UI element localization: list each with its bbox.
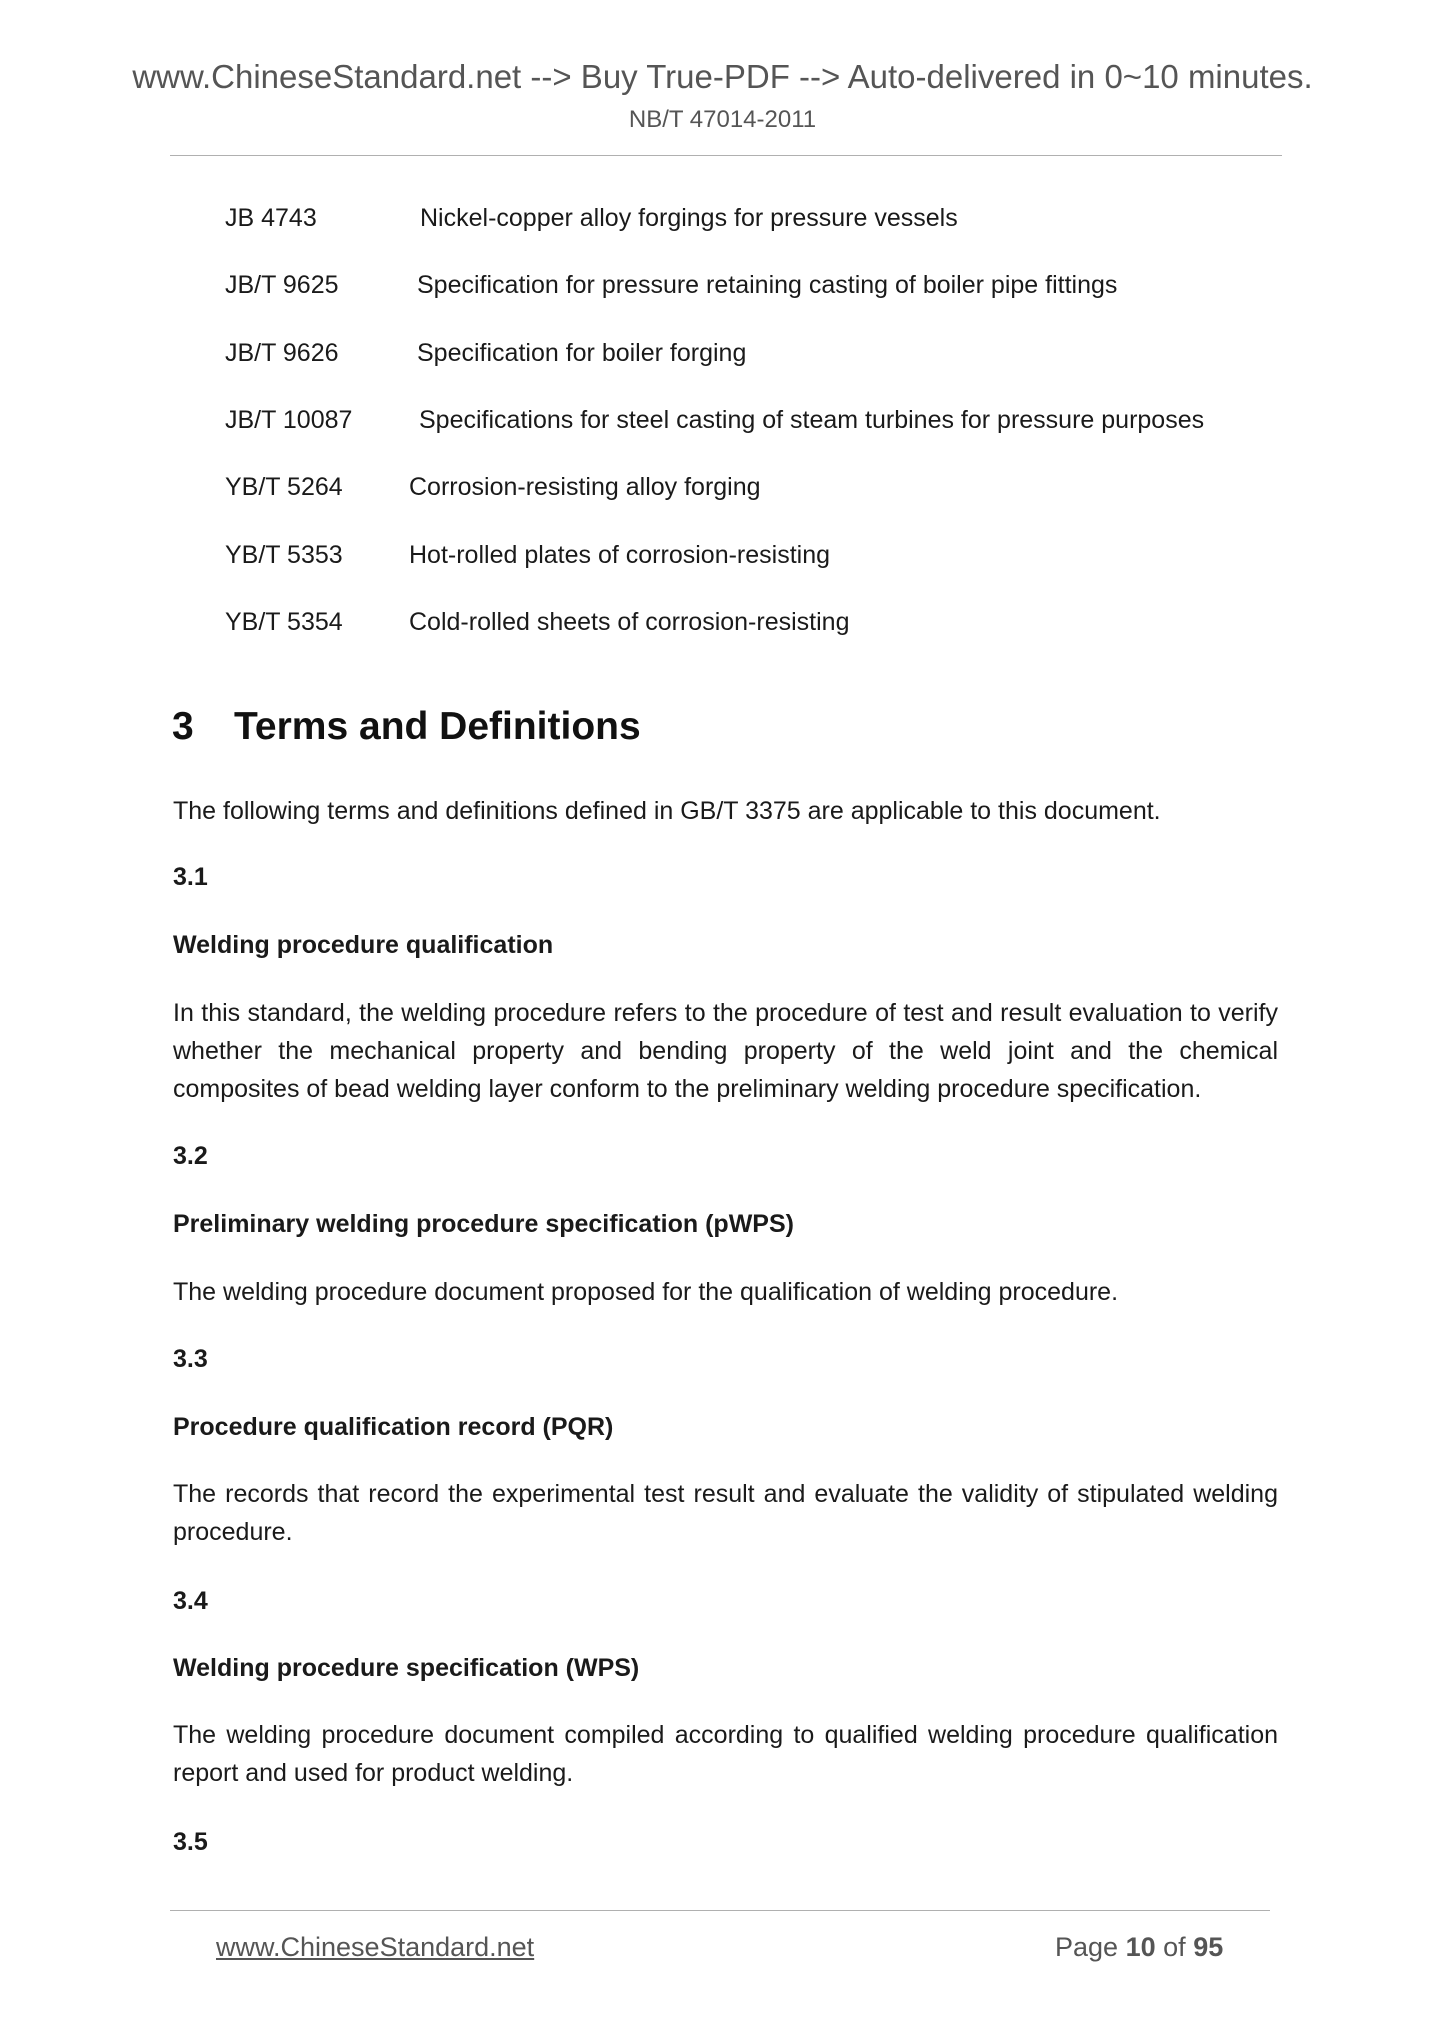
document-number: NB/T 47014-2011 (628, 106, 817, 133)
page-indicator (1055, 1932, 1223, 1963)
reference-title: Cold-rolled sheets of corrosion-resisting (409, 608, 850, 636)
reference-title: Corrosion-resisting alloy forging (409, 473, 761, 501)
page-label: Page (1055, 1932, 1119, 1962)
header-divider (170, 155, 1282, 156)
term-title: Welding procedure qualification (173, 931, 554, 959)
clause-number: 3.5 (173, 1828, 208, 1856)
reference-code: JB/T 10087 (225, 406, 353, 434)
section-number: 3 (172, 705, 194, 748)
reference-title: Specification for pressure retaining casting of boiler pipe fittings (417, 271, 1118, 299)
reference-code: JB/T 9626 (225, 339, 339, 367)
reference-code: JB 4743 (225, 204, 317, 232)
term-definition: In this standard, the welding procedure refers to the procedure of test and result evaluation to verify whether the mechanical property and bending property of the weld joint and the chemical composites of bead welding layer conform to the preliminary welding procedure specification. (173, 999, 1278, 1103)
term-definition: The records that record the experimental test result and evaluate the validity of stipulated welding procedure. (173, 1480, 1278, 1546)
reference-title: Specification for boiler forging (417, 339, 747, 367)
clause-number: 3.4 (173, 1587, 208, 1615)
reference-title: Hot-rolled plates of corrosion-resisting (409, 541, 831, 569)
reference-title: Nickel-copper alloy forgings for pressure vessels (420, 204, 958, 232)
section-intro: The following terms and definitions defined in GB/T 3375 are applicable to this document. (173, 797, 1161, 825)
clause-number: 3.3 (173, 1345, 208, 1373)
clause-number: 3.2 (173, 1142, 208, 1170)
section-heading (172, 705, 641, 749)
reference-code: YB/T 5264 (225, 473, 343, 501)
term-title: Preliminary welding procedure specification (pWPS) (173, 1210, 794, 1238)
page-current: 10 (1125, 1932, 1156, 1962)
term-title: Procedure qualification record (PQR) (173, 1413, 614, 1441)
footer-link[interactable]: www.ChineseStandard.net (216, 1932, 535, 1962)
reference-code: YB/T 5353 (225, 541, 343, 569)
reference-code: YB/T 5354 (225, 608, 343, 636)
term-title: Welding procedure specification (WPS) (173, 1654, 640, 1682)
footer-divider (170, 1910, 1270, 1911)
term-definition: The welding procedure document compiled according to qualified welding procedure qualification report and used for product welding. (173, 1721, 1278, 1787)
section-title: Terms and Definitions (234, 705, 641, 748)
page-of: of (1163, 1932, 1186, 1962)
reference-code: JB/T 9625 (225, 271, 339, 299)
header-banner[interactable]: www.ChineseStandard.net --> Buy True-PDF --> Auto-delivered in 0~10 minutes. (132, 58, 1313, 95)
page-total: 95 (1193, 1932, 1224, 1962)
term-definition: The welding procedure document proposed for the qualification of welding procedure. (173, 1278, 1119, 1306)
reference-title: Specifications for steel casting of steam turbines for pressure purposes (419, 406, 1205, 434)
clause-number: 3.1 (173, 863, 208, 891)
